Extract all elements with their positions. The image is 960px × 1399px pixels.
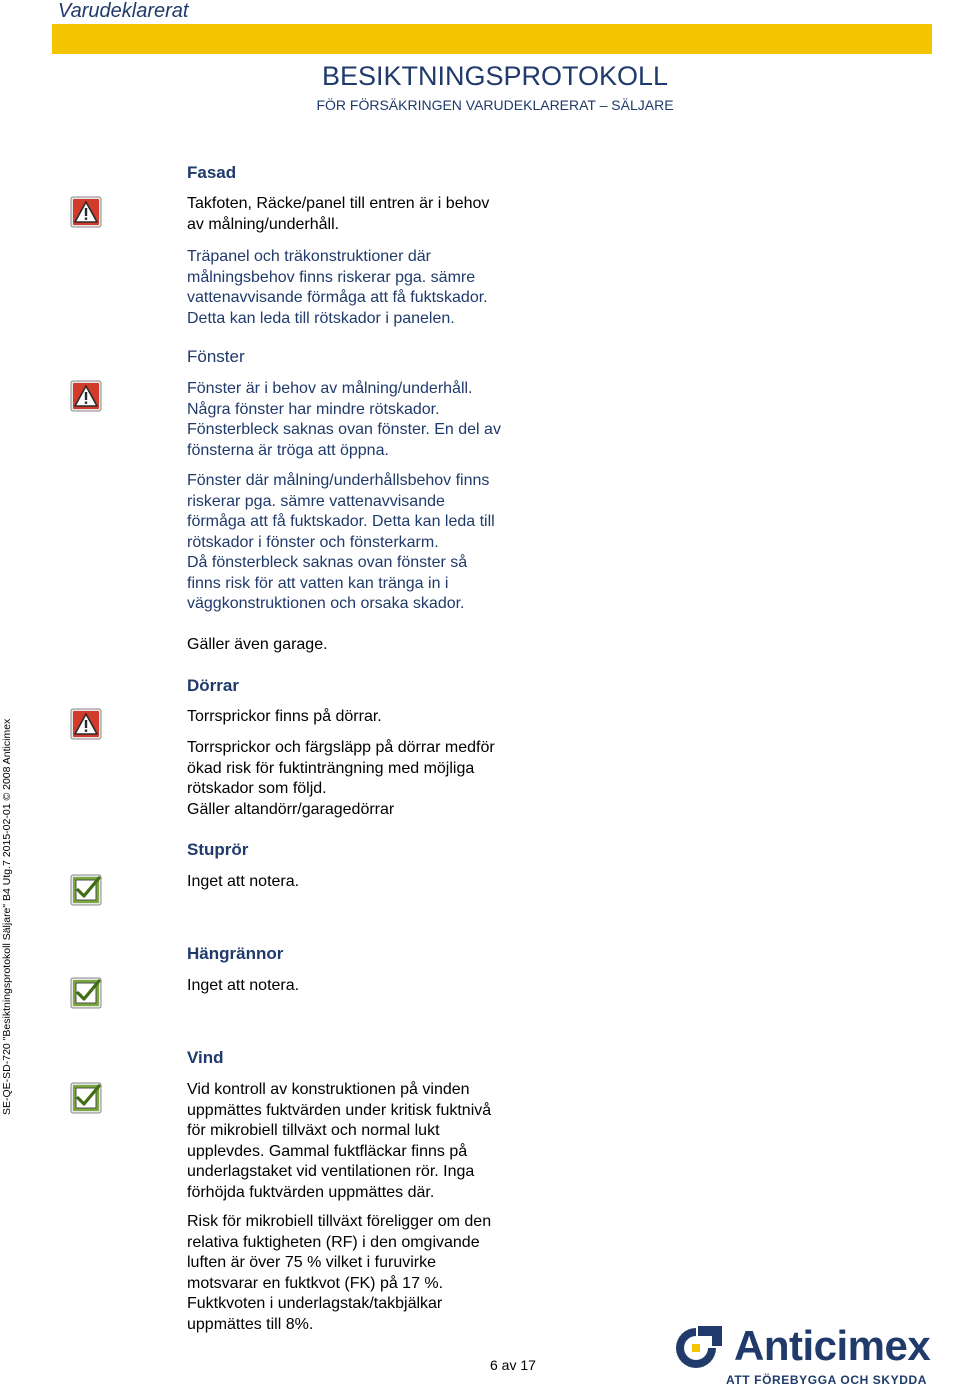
- fasad-paragraph-2: Träpanel och träkonstruktioner där målningsbehov finns riskerar pga. sämre vattenavvisande förmåga att få fuktskador. Detta kan leda till rötskador i panelen.: [187, 248, 488, 327]
- header-yellow-bar: [52, 24, 932, 54]
- side-document-reference: SE-QE-SD-720 "Besiktningsprotokoll Säljare" B4 Utg.7 2015-02-01 © 2008 Anticimex: [1, 718, 13, 1115]
- warning-icon: [70, 196, 102, 228]
- anticimex-logo: [668, 1322, 948, 1392]
- check-icon: [70, 874, 102, 906]
- fonster-paragraph-3: Gäller även garage.: [187, 636, 328, 653]
- dorrar-paragraph-2: Torrsprickor och färgsläpp på dörrar medför ökad risk för fuktinträngning med möjliga rötskador som följd. Gäller altandörr/garagedörrar: [187, 739, 495, 818]
- section-heading-fonster: Fönster: [187, 347, 245, 366]
- dorrar-paragraph-1: Torrsprickor finns på dörrar.: [187, 708, 382, 725]
- vind-paragraph-1: Vid kontroll av konstruktionen på vinden uppmättes fuktvärden under kritisk fuktnivå för mikrobiell tillväxt och normal lukt upplevdes. Gammal fuktfläckar finns på underlagstaket vid ventilationen rör. Inga förhöjda fuktvärden uppmättes där.: [187, 1081, 492, 1201]
- page-number: 6 av 17: [490, 1357, 536, 1373]
- anticimex-logo-wordmark: Anticimex: [734, 1322, 931, 1369]
- check-icon: [70, 977, 102, 1009]
- document-subtitle: FÖR FÖRSÄKRINGEN VARUDEKLARERAT – SÄLJARE: [316, 97, 674, 113]
- section-heading-stupror: Stuprör: [187, 840, 249, 859]
- hangrannor-paragraph-1: Inget att notera.: [187, 977, 300, 994]
- app-title: Varudeklarerat: [58, 0, 189, 22]
- stupror-paragraph-1: Inget att notera.: [187, 873, 300, 890]
- section-heading-dorrar: Dörrar: [187, 676, 239, 695]
- warning-icon: [70, 708, 102, 740]
- section-heading-hangrannor: Hängrännor: [187, 944, 284, 963]
- fonster-paragraph-1: Fönster är i behov av målning/underhåll. Några fönster har mindre rötskador. Fönsterbleck saknas ovan fönster. En del av fönsterna är tröga att öppna.: [187, 380, 501, 459]
- fonster-paragraph-2: Fönster där målning/underhållsbehov finns riskerar pga. sämre vattenavvisande förmåga att få fuktskador. Detta kan leda till rötskador i fönster och fönsterkarm. Då fönsterbleck saknas ovan fönster så finns risk för att vatten kan tränga in i väggkonstruktionen och orsaka skador.: [187, 472, 495, 612]
- document-title: BESIKTNINGSPROTOKOLL: [321, 61, 669, 91]
- check-icon: [70, 1082, 102, 1114]
- fasad-paragraph-1: Takfoten, Räcke/panel till entren är i behov av målning/underhåll.: [187, 195, 490, 233]
- vind-paragraph-2: Risk för mikrobiell tillväxt föreligger om den relativa fuktigheten (RF) i den omgivande luften är över 75 % vilket i furuvirke motsvarar en fuktkvot (FK) på 17 %. Fuktkvoten i underlagstak/takbjälkar uppmättes till 8%.: [187, 1213, 492, 1333]
- warning-icon: [70, 380, 102, 412]
- section-heading-vind: Vind: [187, 1048, 224, 1067]
- section-heading-fasad: Fasad: [187, 163, 237, 182]
- anticimex-logo-tagline: ATT FÖREBYGGA OCH SKYDDA: [726, 1373, 928, 1387]
- anticimex-logo-icon: [668, 1324, 724, 1372]
